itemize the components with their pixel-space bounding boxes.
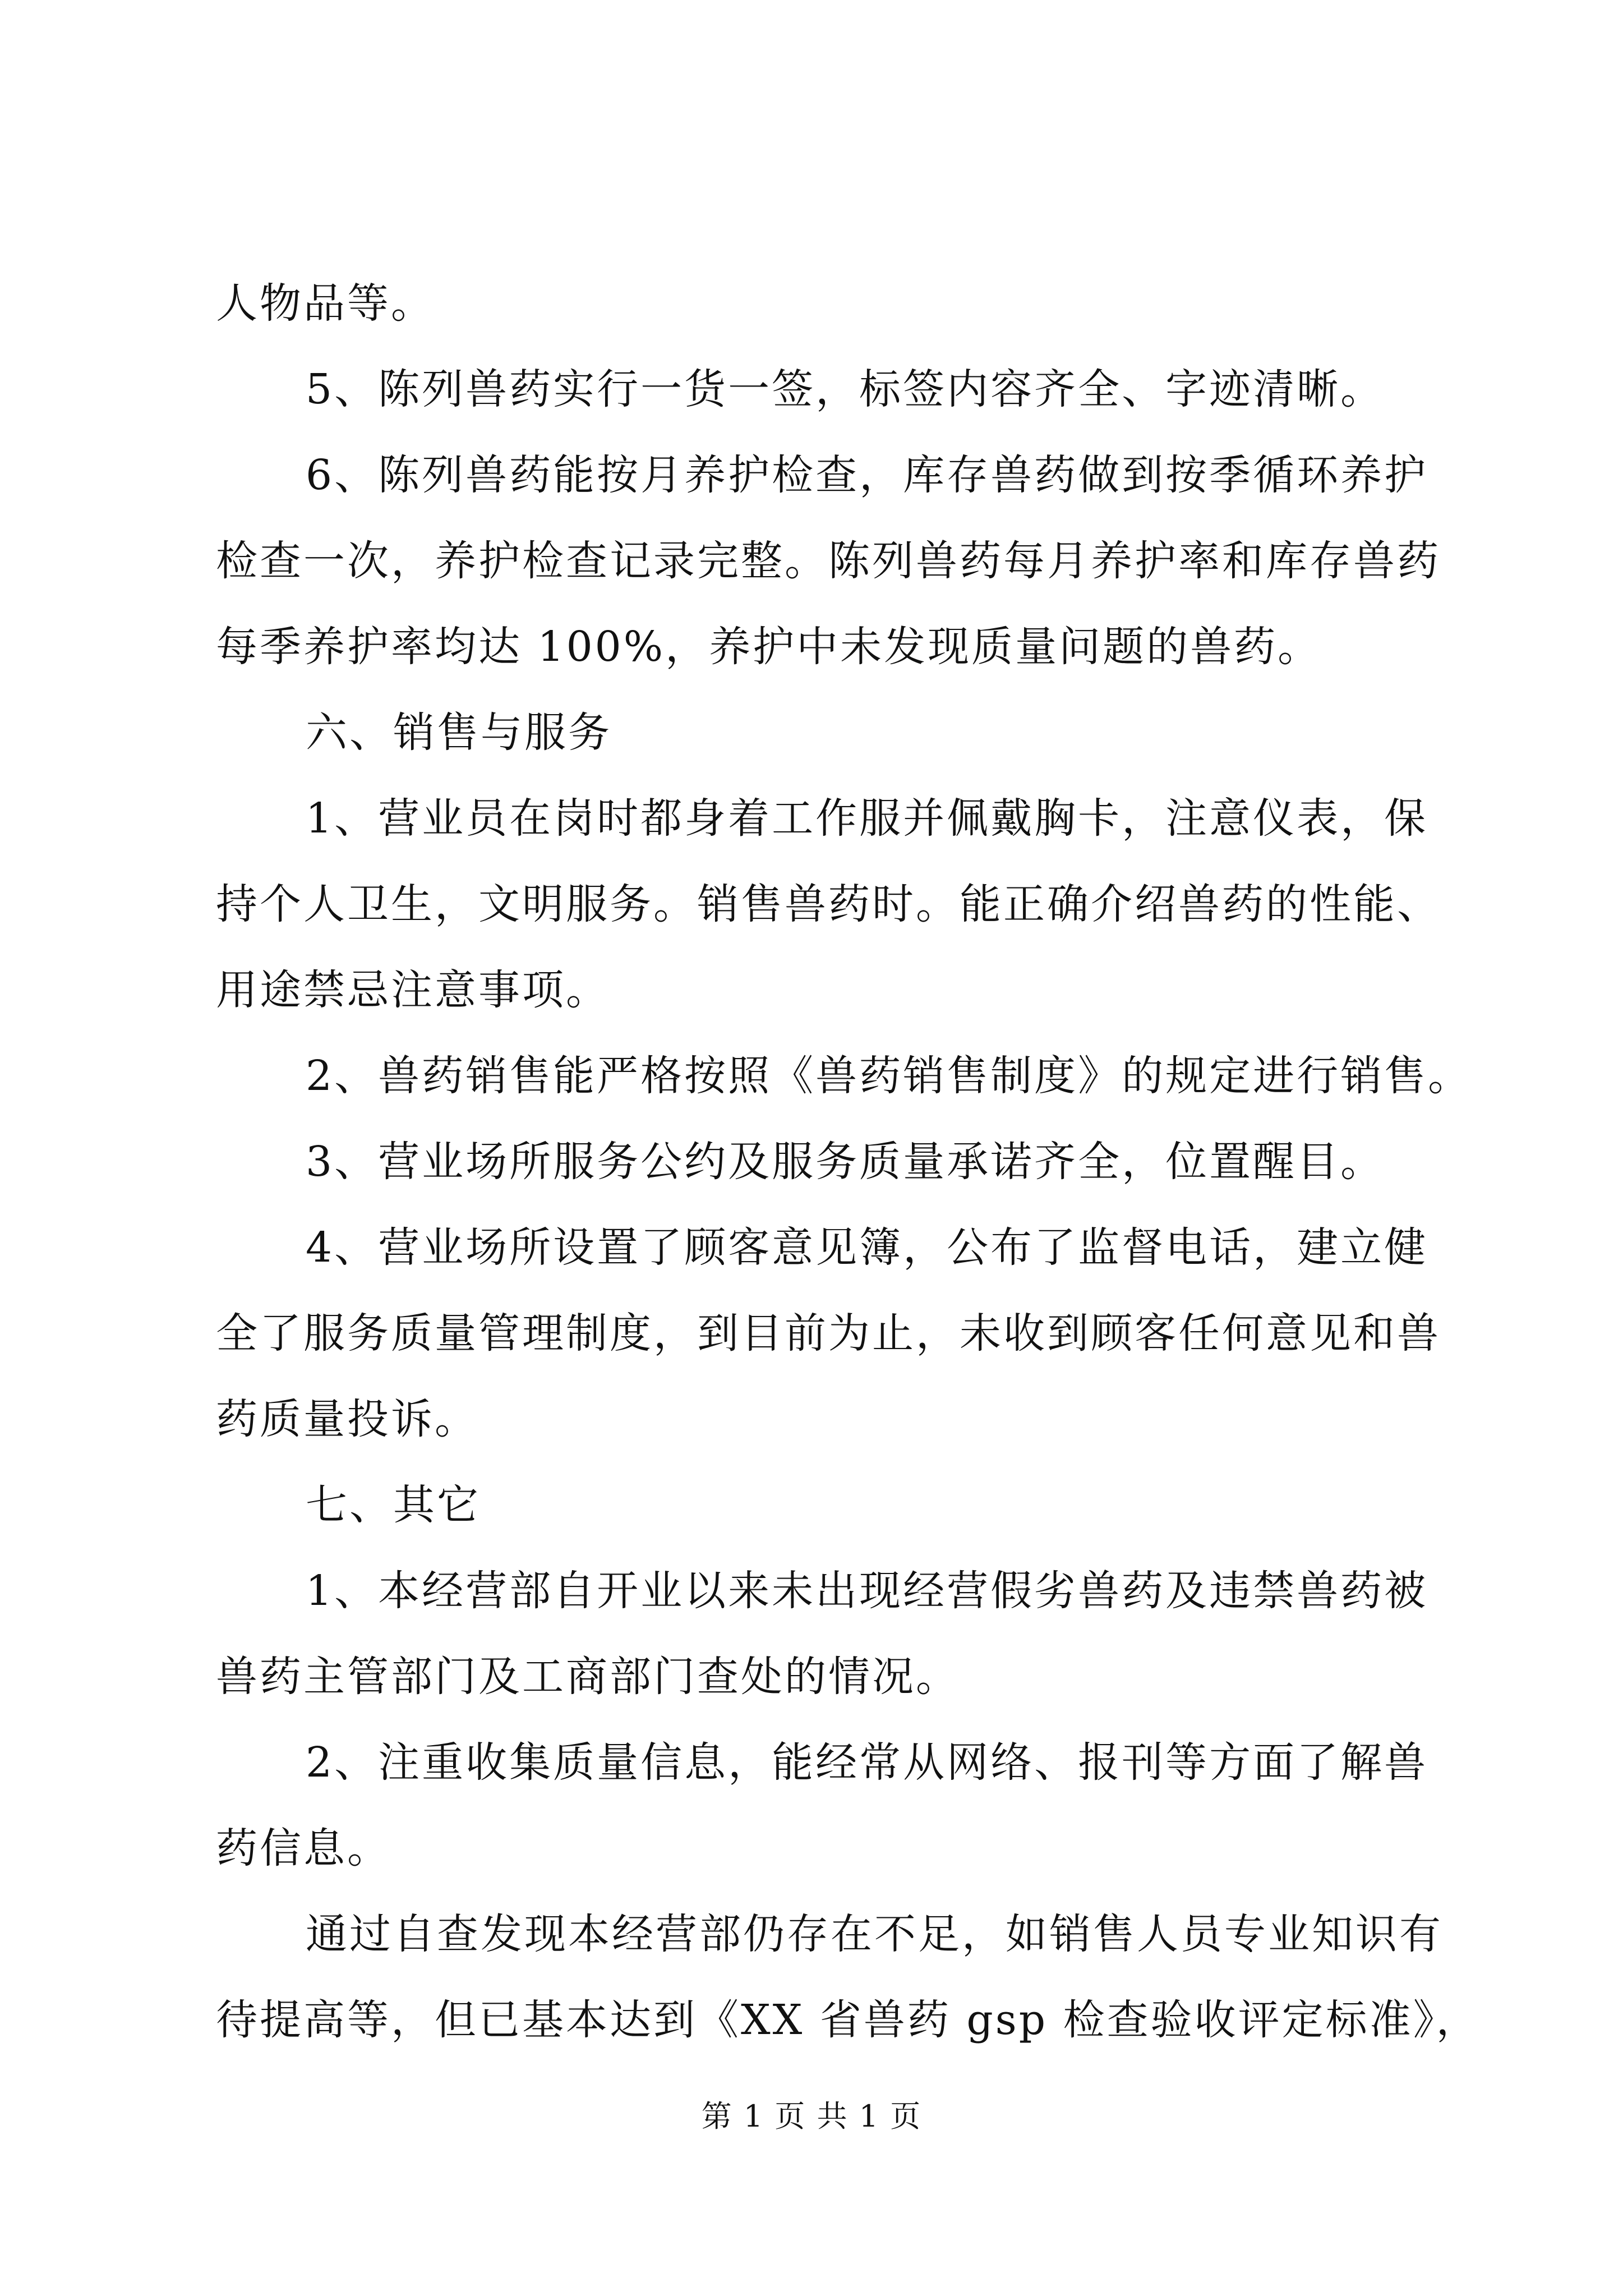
text-line: 通过自查发现本经营部仍存在不足，如销售人员专业知识有 [306, 1910, 1443, 1958]
text-line: 兽药主管部门及工商部门查处的情况。 [216, 1653, 960, 1701]
document-body [216, 261, 1480, 2063]
text-line: 6、陈列兽药能按月养护检查，库存兽药做到按季循环养护 [306, 451, 1428, 499]
text-line: 4、营业场所设置了顾客意见簿，公布了监督电话，建立健 [306, 1223, 1428, 1272]
text-line: 待提高等，但已基本达到《XX 省兽药 gsp 检查验收评定标准》， [216, 1996, 1480, 2044]
text-line: 用途禁忌注意事项。 [216, 966, 610, 1014]
text-line: 5、陈列兽药实行一货一签，标签内容齐全、字迹清晰。 [306, 365, 1385, 413]
text-line: 1、营业员在岗时都身着工作服并佩戴胸卡，注意仪表，保 [306, 794, 1428, 843]
text-line: 检查一次，养护检查记录完整。陈列兽药每月养护率和库存兽药 [216, 537, 1441, 585]
text-line: 七、其它 [306, 1481, 481, 1529]
text-line: 1、本经营部自开业以来未出现经营假劣兽药及违禁兽药被 [306, 1567, 1428, 1615]
text-line: 人物品等。 [216, 279, 435, 328]
text-line: 3、营业场所服务公约及服务质量承诺齐全，位置醒目。 [306, 1138, 1385, 1186]
text-line: 六、销售与服务 [306, 708, 612, 757]
page-footer: 第 1 页 共 1 页 [701, 2099, 922, 2134]
text-line: 持个人卫生，文明服务。销售兽药时。能正确介绍兽药的性能、 [216, 880, 1441, 928]
text-line: 药质量投诉。 [216, 1395, 478, 1443]
text-line: 全了服务质量管理制度，到目前为止，未收到顾客任何意见和兽 [216, 1309, 1441, 1358]
text-line: 2、兽药销售能严格按照《兽药销售制度》的规定进行销售。 [306, 1052, 1472, 1100]
text-line: 药信息。 [216, 1824, 391, 1872]
text-line: 2、注重收集质量信息，能经常从网络、报刊等方面了解兽 [306, 1738, 1428, 1787]
text-line: 每季养护率均达 100%，养护中未发现质量问题的兽药。 [216, 623, 1322, 671]
